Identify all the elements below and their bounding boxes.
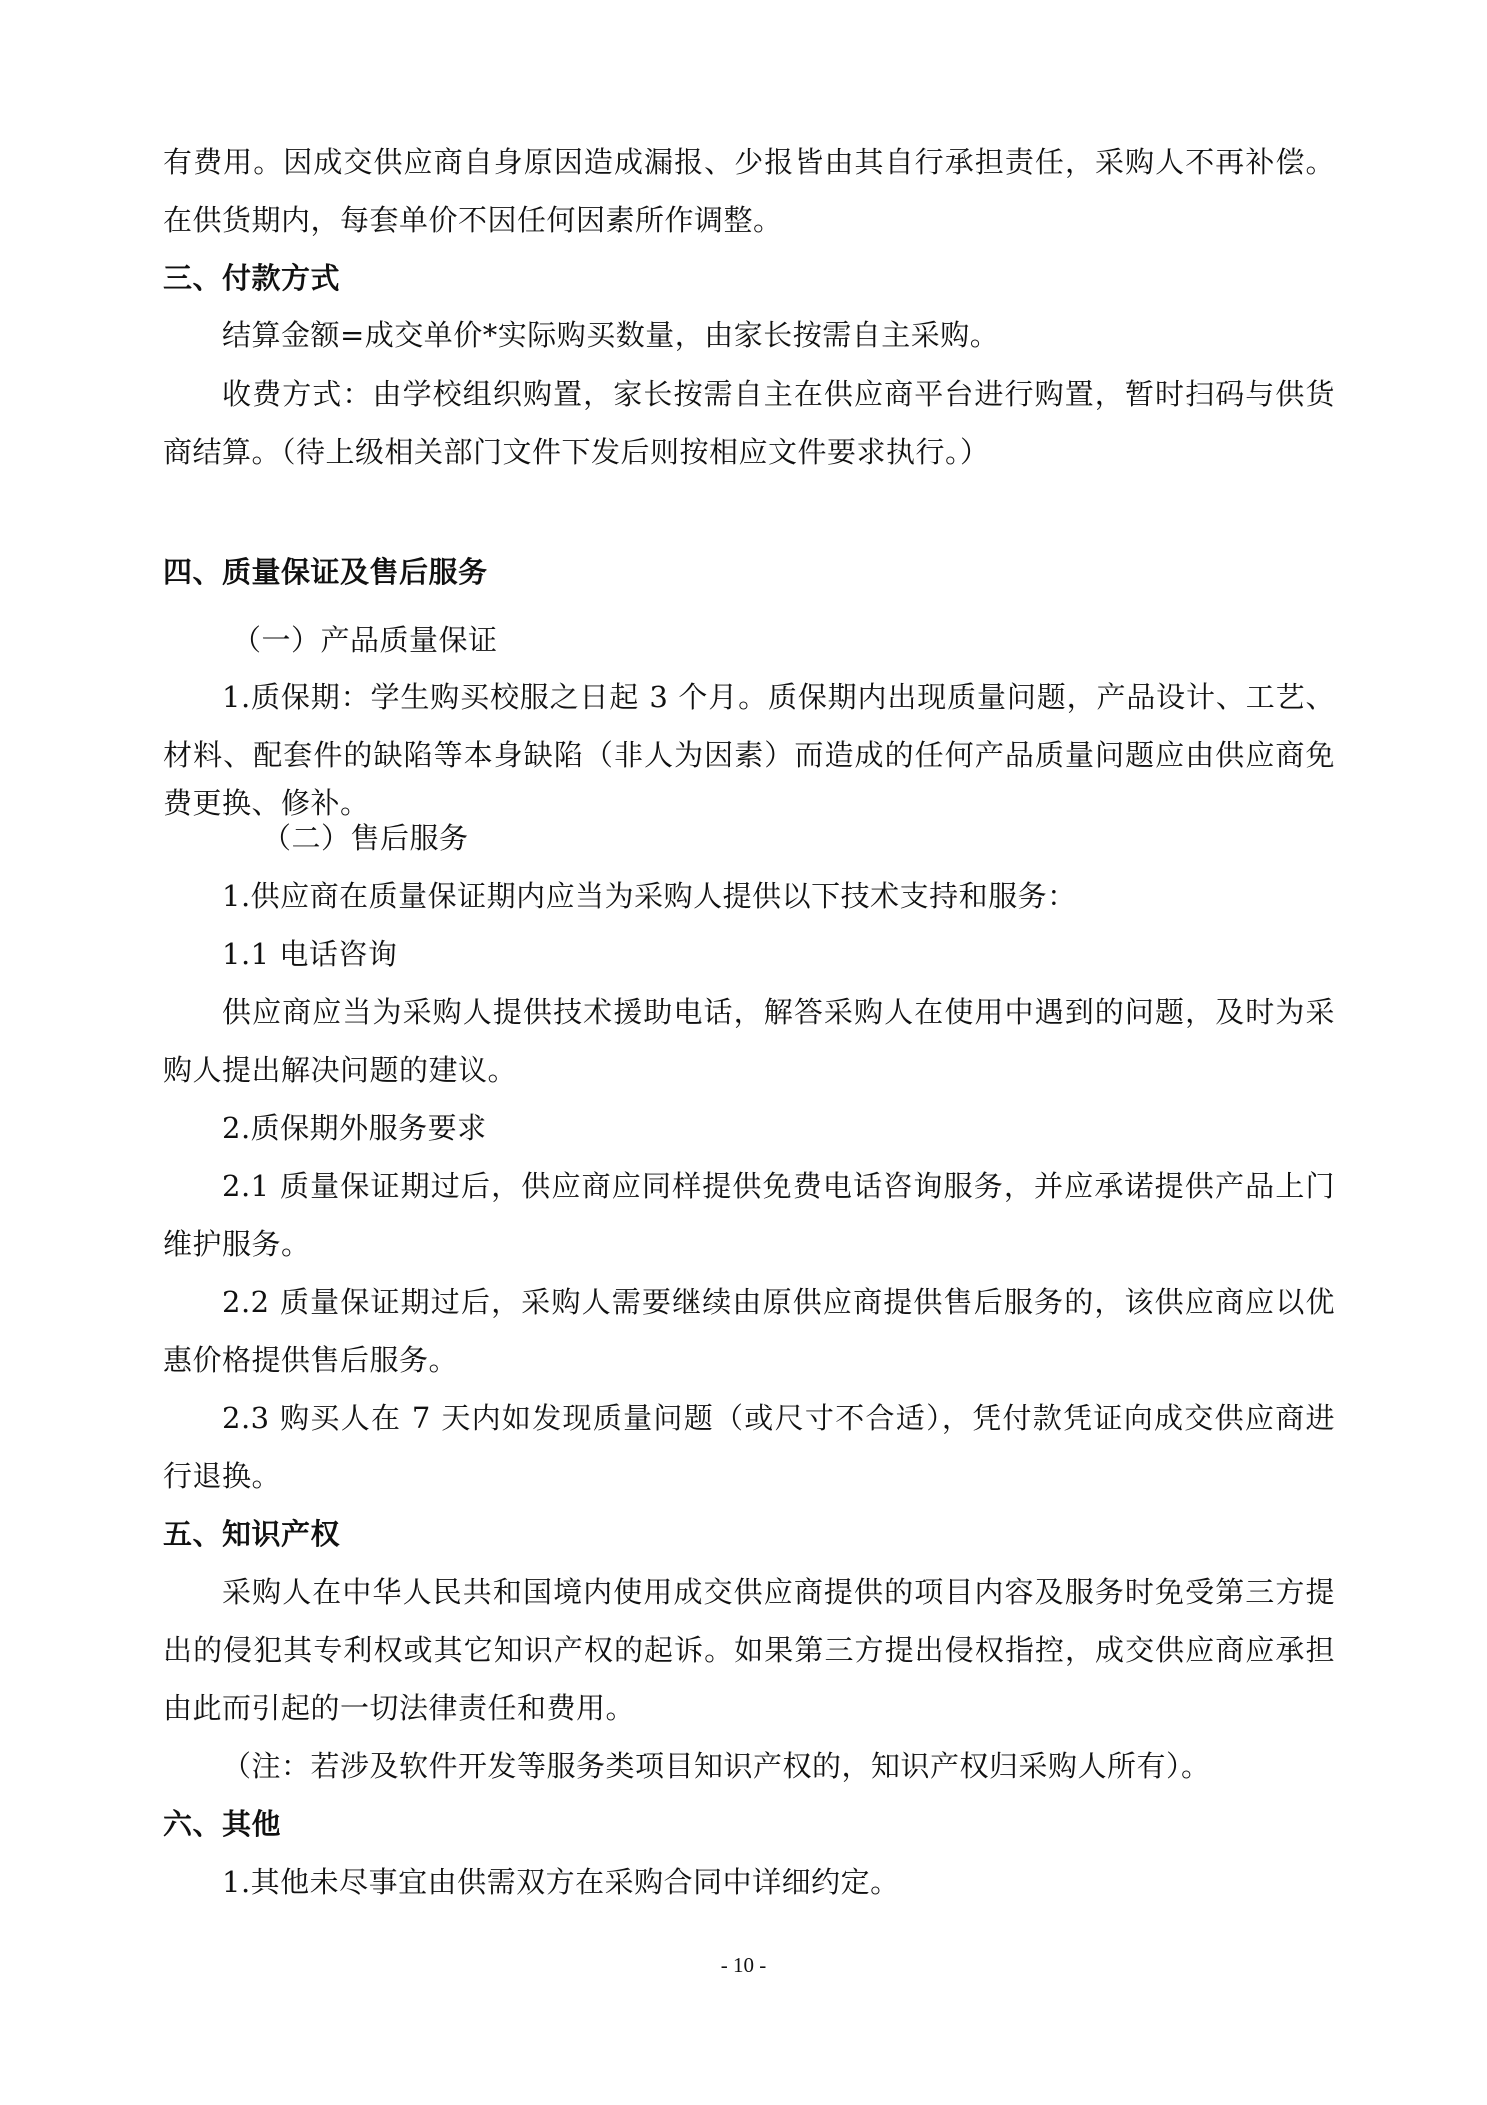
- section-heading: 五、知识产权: [163, 1517, 341, 1551]
- text-line: 2.1 质量保证期过后，供应商应同样提供免费电话咨询服务，并应承诺提供产品上门: [222, 1169, 1335, 1203]
- text-line: 1.质保期：学生购买校服之日起 3 个月。质保期内出现质量问题，产品设计、工艺、: [222, 680, 1335, 714]
- text-line: （注：若涉及软件开发等服务类项目知识产权的，知识产权归采购人所有）。: [222, 1749, 1211, 1783]
- text-line: 商结算。（待上级相关部门文件下发后则按相应文件要求执行。）: [163, 435, 990, 469]
- subsection-heading: （二）售后服务: [262, 821, 469, 855]
- text-line: 供应商应当为采购人提供技术援助电话，解答采购人在使用中遇到的问题，及时为采: [222, 995, 1335, 1029]
- text-line: 1.其他未尽事宜由供需双方在采购合同中详细约定。: [222, 1865, 900, 1899]
- text-line: 惠价格提供售后服务。: [163, 1343, 459, 1377]
- text-line: 2.2 质量保证期过后，采购人需要继续由原供应商提供售后服务的，该供应商应以优: [222, 1285, 1335, 1319]
- page-number: - 10 -: [720, 1953, 767, 1977]
- text-line: 购人提出解决问题的建议。: [163, 1053, 518, 1087]
- text-line: 在供货期内，每套单价不因任何因素所作调整。: [163, 203, 783, 237]
- text-line: 费更换、修补。: [163, 786, 370, 820]
- section-heading: 四、质量保证及售后服务: [163, 555, 488, 589]
- text-line: 采购人在中华人民共和国境内使用成交供应商提供的项目内容及服务时免受第三方提: [222, 1575, 1335, 1609]
- text-line: 1.供应商在质量保证期内应当为采购人提供以下技术支持和服务：: [222, 879, 1077, 913]
- text-line: 2.质保期外服务要求: [222, 1111, 487, 1145]
- text-line: 行退换。: [163, 1459, 282, 1493]
- section-heading: 六、其他: [163, 1807, 282, 1841]
- text-line: 有费用。因成交供应商自身原因造成漏报、少报皆由其自行承担责任，采购人不再补偿。: [163, 145, 1335, 179]
- text-line: 1.1 电话咨询: [222, 937, 398, 971]
- subsection-heading: （一）产品质量保证: [232, 623, 498, 657]
- text-line: 出的侵犯其专利权或其它知识产权的起诉。如果第三方提出侵权指控，成交供应商应承担: [163, 1633, 1335, 1667]
- section-heading: 三、付款方式: [163, 261, 341, 295]
- text-line: 由此而引起的一切法律责任和费用。: [163, 1691, 636, 1725]
- text-line: 收费方式：由学校组织购置，家长按需自主在供应商平台进行购置，暂时扫码与供货: [222, 377, 1335, 411]
- text-line: 结算金额=成交单价*实际购买数量，由家长按需自主采购。: [222, 318, 1000, 352]
- text-line: 材料、配套件的缺陷等本身缺陷（非人为因素）而造成的任何产品质量问题应由供应商免: [163, 738, 1335, 772]
- text-line: 2.3 购买人在 7 天内如发现质量问题（或尺寸不合适），凭付款凭证向成交供应商进: [222, 1401, 1335, 1435]
- text-line: 维护服务。: [163, 1227, 311, 1261]
